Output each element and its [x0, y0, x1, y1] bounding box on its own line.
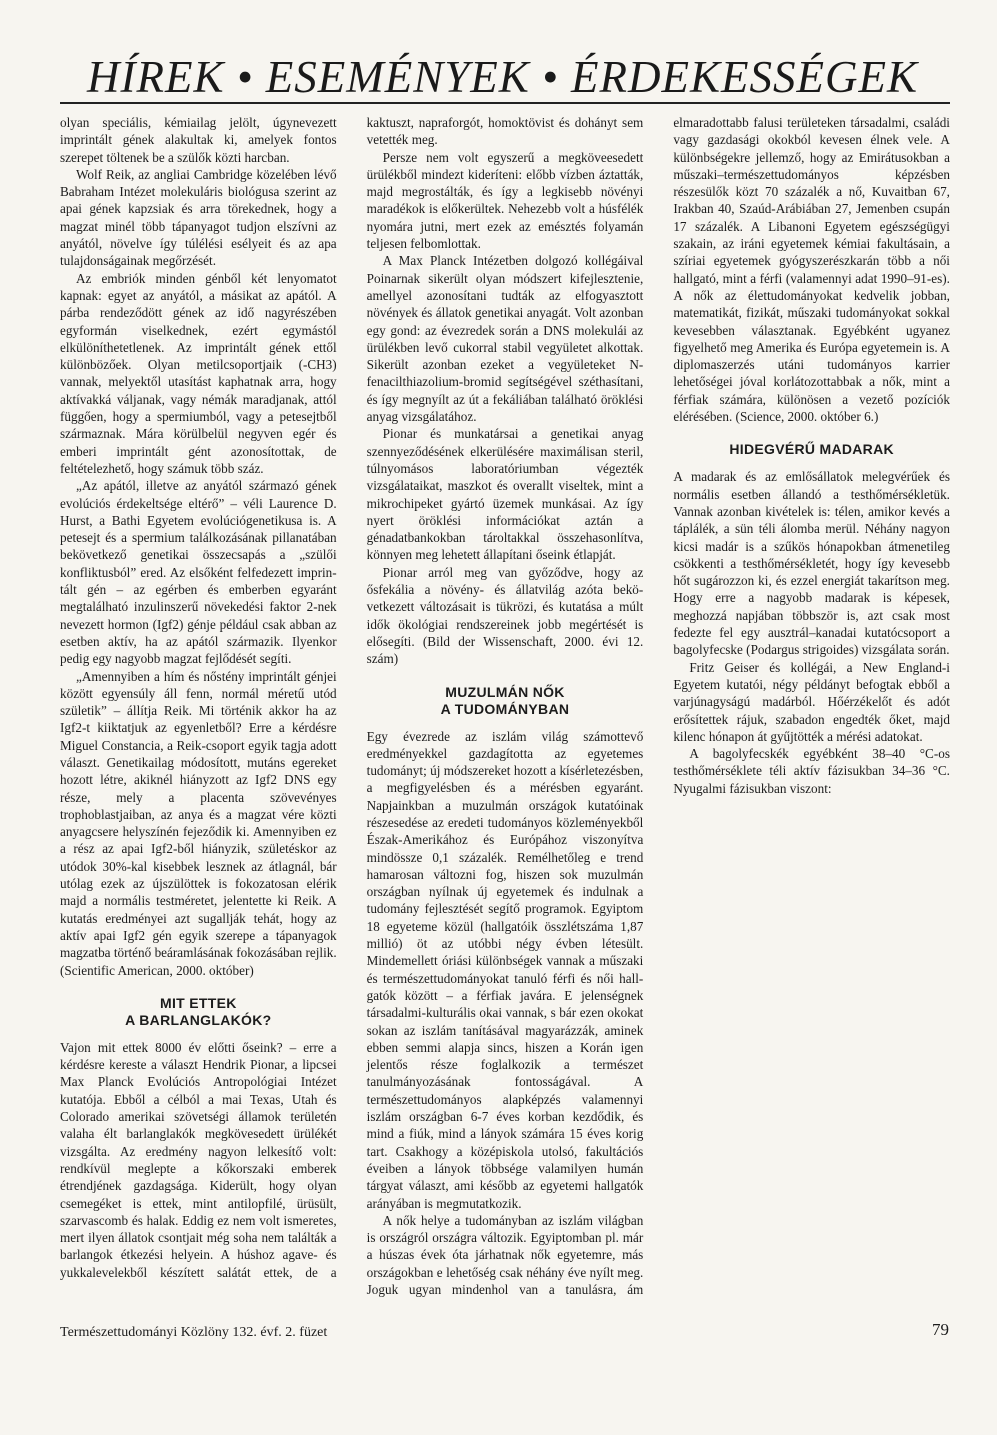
article3-paragraph: A nők helye a tudományban az iszlám világban is országról országra változik. Egyiptomban pl. már a húszas évek óta járhatnak nők egyetemre, más országokban e lehetőség csak néhány éve nyílt meg. Joguk ugyan mindenhol van a tanulásra, ám elmaradottabb falusi területeken társadalmi, családi vagy gazdasági okokból kevesen élnek vele. A különbségekre jellemző, hogy az Emirátusokban a műszaki–természettudományos képzésben részesülők közt 70 százalék a nő, Kuvaitban 67, Irakban 40, Szaúd-Arábiában 27, Jemenben csupán 17 százalék. A Libanoni Egyetem egészségügyi szakain, az iráni egyetemek kémiai fakultásain, a szíriai egyetemek gyógyszerészkarán több a női hallgató, mint a férfi (valamennyi adat 1990–91-es). A nők az élettudományokat kedvelik jobban, matematikát, fizikát, műszaki tudományokat sokkal kevesebben választanak. Egyébként ugyanez figyelhető meg Amerika és Európa egyetemein is. A diplomaszerzés utáni tudományos karrier lehetőségei jóval korlátozottabbak a nők, mint a férfiak számára, különösen a vezető pozíciók elérésében. (Science, 2000. október 6.) [366, 115, 950, 1297]
article4-heading: HIDEGVÉRŰ MADARAK [729, 441, 894, 458]
article4-paragraph: A madarak és az emlősállatok melegvérűek és normális esetben állandó a testhőmérsékletük. Vannak azonban kivételek is: télen, amikor kevés a táplálék, a sün téli álomba merül. Néhány nagyon kicsi madár is a szűkös hónapokban átmenetileg csökkenti a testhőmérsékletét, hogy így kevesebb hőt sugározzon ki, és ezzel energiát takarítson meg. Hogy erre a nagyobb madarak is képesek, meghozzá napjában többször is, azt csak most fedezte fel egy ausztrál–kanadai kutatócsoport a bagolyfecske (Podargus strigoides) vizsgálata során. [673, 469, 950, 658]
article3-paragraph: Egy évezrede az iszlám világ számottevő eredményekkel gazdagította az egyetemes tudományt; új módszereket hozott a kísérletezésben, a megfigyelésben és a mérésben egyaránt. Napjainkban a muzulmán országok kutatóinak részesedése az eredeti tudományos közleményekből Észak-Amerikához és Európához viszonyítva mindössze 0,1 százalék. Remélhetőleg e trend hamarosan változni fog, hiszen sok muzulmán országban nyílnak új egyetemek és indulnak a tudomány fejlesztését segítő programok. Egyiptom 18 egyeteme közül (hallgatóik összlétszáma 1,87 millió) öt az utóbbi négy évben létesült. Mindemellett óriási különbségek vannak a műszaki és természettudományokat tanuló férfi és női hallgatók között – a férfiak javára. E jelenségnek társadalmi-kulturális okai vannak, s bár ezen okokat sokan az iszlám tanításával magyarázzák, aminek ebben semmi alapja sincs, hiszen a Korán igen jelentős része foglalkozik a természet tanulmányozásának fontosságával. A természettudományos alapképzés valamennyi iszlám országban 6-7 éves korban kezdődik, és mind a fiúk, mind a lányok számára 15 éves korig tart. Csakhogy a középiskola utolsó, fakultációs éveiben a lányok többsége valamilyen humán tárgyat választ, ami később az egyetemi hallgatók arányában is megmutatkozik. [366, 728, 644, 1211]
header-rule [60, 102, 950, 104]
article1-paragraph: olyan speciális, kémiailag jelölt, úgynevezett imprintált gének alakultak ki, amelyek fontos szerepet töltenek be a szülők közti harcban. [60, 115, 337, 165]
article2-heading-line2: A BARLANGLAKÓK? [125, 1011, 272, 1028]
article3-heading [367, 684, 644, 718]
article-columns [60, 114, 950, 1309]
article2-paragraph: A Max Planck Intézetben dolgozó kollégáival Poinarnak sikerült olyan módszert kifejlesztenie, amellyel azonosítani tudták az elfogyasztott növények és állatok genetikai anyagát. Volt azonban egy gond: az évezredek során a DNS molekulái az ürülékben levő cukorral stabil vegyületet alkottak. Sikerült azonban ezeket a vegyületeket N-fenacilthiazolium-bromid segítségével széthasítani, és így megnyílt az út a fekáliában található öröklési anyag vizsgálatához. [366, 253, 644, 425]
article1-paragraph: „Az apától, illetve az anyától származó gének evolúciós érdekeltsége eltérő” – véli Laurence D. Hurst, a Bathi Egyetem evolúciógenetikusa is. A petesejt és a spermium találkozásának pillanatában bekövetkező genetikai összecsapás a „szülői konfliktusból” ered. Az elsőként felfedezett imprintált gén – az egérben és emberben egyaránt megtalálható inzulinszerű növekedési faktor 2-nek nevezett hormon (Igf2) génje például csak abban az esetben aktív, ha az apától származik. Ilyenkor pedig egy nagyobb magzat fejlődését segíti. [60, 478, 337, 667]
article2-paragraph: Persze nem volt egyszerű a megköveesedett ürülékből mindezt kideríteni: előbb vízben áztatták, majd megrostálták, és így a legkisebb növényi maradékok is előkerültek. Nehezebb volt a húsfélék nyomára jutni, mert ezek az emésztés folyamán teljesen felbomlottak. [366, 149, 644, 252]
article3-heading-line2: A TUDOMÁNYBAN [440, 700, 570, 717]
article4-paragraph: A bagolyfecskék egyébként 38–40 °C-os testhőmérséklete téli aktív fázisukban 34–36 °C. Nyugalmi fázisukban viszont: [673, 746, 950, 796]
article1-paragraph: Wolf Reik, az angliai Cambridge közelében lévő Babraham Intézet molekuláris biológusa szerint az apai gének kapzsiak és arra törekednek, hogy a magzat minél több tápanyagot tudjon elszívni az anyától, növelve így túlélési esélyeit és az apa tulajdonságainak megőrzését. [60, 166, 337, 269]
article3-heading-line1: MUZULMÁN NŐK [445, 683, 565, 700]
article2-heading-line1: MIT ETTEK [160, 994, 237, 1011]
page-number: 79 [932, 1320, 949, 1339]
article4-paragraph: Fritz Geiser és kollégái, a New England-i Egyetem kutatói, négy példányt befogtak ebből a varjúnagyságú madárból. Hőérzékelőt és adót erősítettek rájuk, szabadon engedték őket, majd kilenc hónapon át gyűjtötték a mérési adatokat. [673, 659, 950, 744]
article1-paragraph: Az embriók minden génből két lenyomatot kapnak: egyet az anyától, a másikat az apától. A párba rendeződött gének az idő nagyrészében egyformán viselkednek, ezért egymástól elkülöníthetetlenek. Az imprintált gének ettől különbözőek. Olyan metilcsoportjaik (-CH3) vannak, melyektől utasítást kaphatnak arra, hogy aktívakká váljanak, vagy némák maradjanak, attól függően, hogy a spermiumból, vagy a petesejtből származnak. Mára körülbelül negyven egér és emberi imprintált gént azonosítottak, de feltételezhető, hogy számuk több száz. [60, 270, 337, 476]
article2-heading [60, 995, 337, 1029]
page-header-title: HÍREK • ESEMÉNYEK • ÉRDEKESSÉGEK [87, 52, 918, 102]
article2-paragraph: Pionar és munkatársai a genetikai anyag szennyeződésének elkerülésére maximálisan steril, túlnyomásos laboratóriumban végezték vizsgálataikat, maszkot és overallt viseltek, mint a mikrochipeket gyártó üzemek munkásai. Az így nyert öröklési információkat aztán a génadatbankokban tároltakkal összehasonlítva, könnyen meg lehetett állapítani őseink étlapját. [366, 426, 644, 563]
journal-footer: Természettudományi Közlöny 132. évf. 2. füzet [60, 1325, 328, 1340]
article2-paragraph: Pionar arról meg van győződve, hogy az ősfekália a növény- és állatvilág azóta bekövetkezett változásait is tükrözi, és kutatása a múlt idők ökológiai rendszereinek jobb megértését is elősegíti. (Bild der Wissenschaft, 2000. évi 12. szám) [366, 564, 644, 667]
article1-paragraph: „Amennyiben a hím és nőstény imprintált génjei között egyensúly áll fenn, normál méretű utód születik” – állítja Reik. Mi történik akkor ha az Igf2-t kiiktatjuk az egyenletből? Erre a kérdésre Miguel Constancia, a Reik-csoport egyik tagja adott választ. Genetikailag módosított, mutáns egereket hozott létre, akiknél hiányzott az Igf2 DNS egy része, mely a placenta szövevényes trophoblastjaiban, az anya és a magzat vére közti anyagcsere helyszínén fejeződik ki. Amennyiben ez a rész az apai Igf2-ből hiányzik, születéskor az utódok 30%-kal kisebbek lesznek az átlagnál, bár utólag ezek az újszülöttek is fokozatosan elérik majd a normális testméretet, jelentette ki Reik. A kutatás eredményei azt sugallják tehát, hogy az aktív apai Igf2 gén egyik szerepe a tápanyagok magzatba történő beáramlásának fokozásában rejlik. (Scientific American, 2000. október) [60, 668, 337, 978]
article2-paragraph: Vajon mit ettek 8000 év előtti őseink? – erre a kérdésre kereste a választ Hendrik Pionar, a lipcsei Max Planck Evolúciós Antropológiai Intézet kutatója. Ebből a célból a mai Texas, Utah és Colorado amerikai szövetségi államok területén valaha élt barlanglakók megkövesedett ürülékét vizsgálta. Az eredmény nagyon lelkesítő volt: rendkívül meglepte a kőkorszaki emberek étrendjének gazdagsága. Kiderült, hogy olyan csemegéket is ettek, mint antilopfilé, ürüsült, szarvascomb és halak. Eddig ez nem volt ismeretes, mert ilyen állatok csontjait még soha nem találták a barlangok étkezési helyein. A húshoz agave- és yukkalevelekből készített salátát ettek, de a kaktuszt, napraforgót, homoktövist és dohányt sem vetették meg. [60, 115, 644, 1280]
